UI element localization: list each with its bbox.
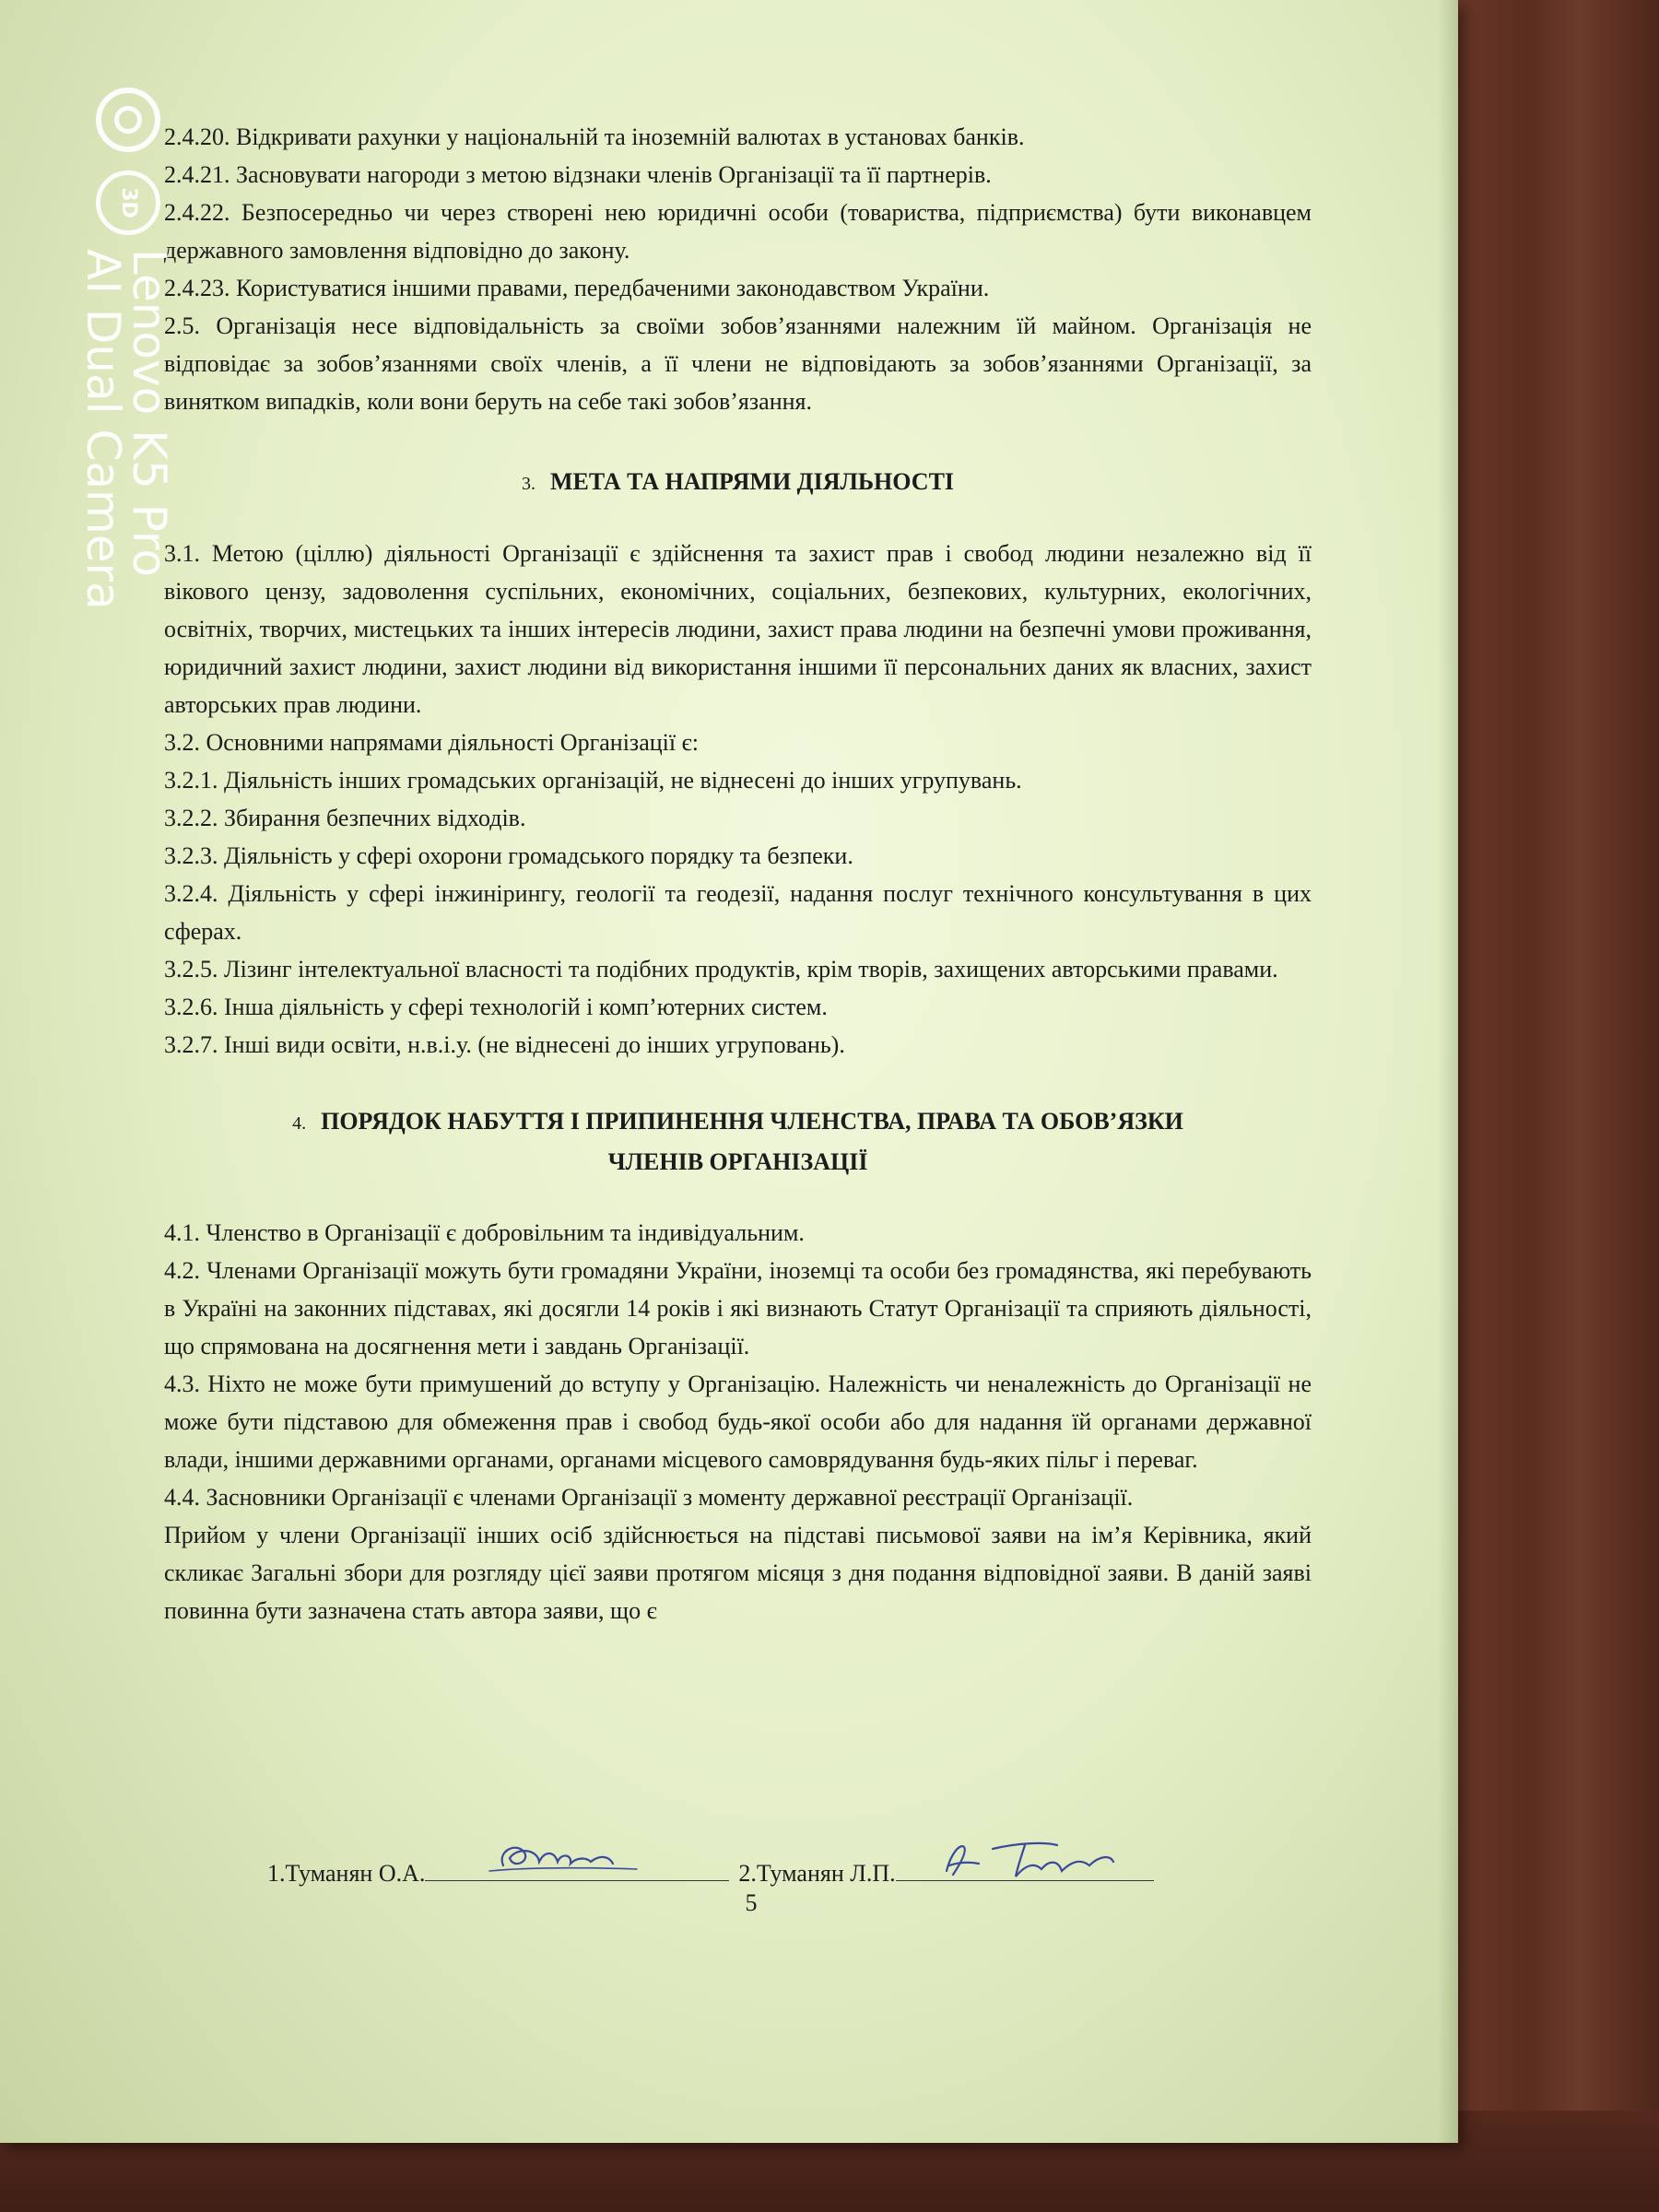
clause-3-2-2: 3.2.2. Збирання безпечних відходів. xyxy=(164,805,526,831)
clause-4-1: 4.1. Членство в Організації є добровільним та індивідуальним. xyxy=(164,1219,805,1246)
clause-4-3: 4.3. Ніхто не може бути примушений до вступу у Організацію. Належність чи неналежність до Організації не може бути підставою для обмеження прав і свобод будь-якої особи або для надання їй органами державної влади, іншими державними органами, органами місцевого самоврядування будь-яких пільг і переваг. xyxy=(164,1371,1312,1473)
watermark-3d-badge: 3D xyxy=(96,171,160,235)
clause-3-2-6: 3.2.6. Інша діяльність у сфері технологій і комп’ютерних систем. xyxy=(164,994,828,1020)
section-4-title-line1: ПОРЯДОК НАБУТТЯ І ПРИПИНЕННЯ ЧЛЕНСТВА, ПРАВА ТА ОБОВ’ЯЗКИ xyxy=(321,1108,1183,1135)
clause-4-4: 4.4. Засновники Організації є членами Організації з моменту державної реєстрації Організації. xyxy=(164,1484,1134,1511)
clause-3-2: 3.2. Основними напрямами діяльності Організації є: xyxy=(164,729,699,756)
signature-1-scribble xyxy=(425,1834,729,1880)
clause-3-2-1: 3.2.1. Діяльність інших громадських організацій, не віднесені до інших угрупувань. xyxy=(164,767,1022,794)
signatory-1-line xyxy=(425,1853,729,1881)
clause-2-4-20: 2.4.20. Відкривати рахунки у національній та іноземній валютах в установах банків. xyxy=(164,124,1025,150)
watermark-line-1: Lenovo K5 Pro xyxy=(123,249,176,577)
page-number: 5 xyxy=(745,1889,758,1916)
section-4-number: 4. xyxy=(292,1113,307,1134)
signature-2-scribble xyxy=(896,1834,1172,1889)
clause-3-2-4: 3.2.4. Діяльність у сфері інжинірингу, геології та геодезії, надання послуг технічного консультування в цих сферах. xyxy=(164,880,1312,945)
page-content xyxy=(164,118,1312,1630)
clause-3-2-5: 3.2.5. Лізинг інтелектуальної власності та подібних продуктів, крім творів, захищених авторськими правами. xyxy=(164,956,1278,982)
section-3-heading xyxy=(164,463,1312,503)
signatory-2-line xyxy=(896,1853,1154,1881)
clause-4-2: 4.2. Членами Організації можуть бути громадяни України, іноземці та особи без громадянства, які перебувають в Україні на законних підставах, які досягли 14 років і які визнають Статут Організації та сприяють діяльності, що спрямована на досягнення мети і завдань Організації. xyxy=(164,1257,1312,1359)
watermark-line-2: AI Dual Camera xyxy=(76,249,130,610)
clause-2-5: 2.5. Організація несе відповідальність за своїми зобов’язаннями належним їй майном. Організація не відповідає за зобов’язаннями своїх членів, а її члени не відповідають за зобов’язаннями Організації, за винятком випадків, коли вони беруть на себе такі зобов’язання. xyxy=(164,312,1312,415)
clause-3-1: 3.1. Метою (ціллю) діяльності Організації є здійснення та захист прав і свобод людини незалежно від її вікового цензу, задоволення суспільних, економічних, соціальних, безпекових, культурних, екологічних, освітніх, творчих, мистецьких та інших інтересів людини, захист права людини на безпечні умови проживання, юридичний захист людини, захист людини від використання іншими її персональних даних як власних, захист авторських прав людини. xyxy=(164,540,1312,718)
signatory-1-name: 1.Туманян О.А. xyxy=(267,1860,426,1887)
clause-2-4-21: 2.4.21. Засновувати нагороди з метою відзнаки членів Організації та її партнерів. xyxy=(164,161,992,188)
page-edge-shadow xyxy=(1438,0,1458,2143)
section-3-title: МЕТА ТА НАПРЯМИ ДІЯЛЬНОСТІ xyxy=(549,468,955,495)
clause-3-2-7: 3.2.7. Інші види освіти, н.в.і.у. (не віднесені до інших угруповань). xyxy=(164,1031,845,1058)
signatory-2-name: 2.Туманян Л.П. xyxy=(738,1860,896,1887)
clause-3-2-3: 3.2.3. Діяльність у сфері охорони громадського порядку та безпеки. xyxy=(164,842,853,869)
signature-row xyxy=(267,1853,1281,1892)
section-4-title-line2: ЧЛЕНІВ ОРГАНІЗАЦІЇ xyxy=(607,1148,868,1175)
clause-2-4-23: 2.4.23. Користуватися іншими правами, передбаченими законодавством України. xyxy=(164,275,990,301)
clause-2-4-22: 2.4.22. Безпосередньо чи через створені нею юридичні особи (товариства, підприємства) бути виконавцем державного замовлення відповідно до закону. xyxy=(164,199,1312,264)
clause-4-4-admission: Прийом у члени Організації інших осіб здійснюється на підставі письмової заяви на ім’я Керівника, який скликає Загальні збори для розгляду цієї заяви протягом місяця з дня подання відповідної заяви. В даній заяві повинна бути зазначена стать автора заяви, що є xyxy=(164,1522,1312,1624)
wooden-table-right xyxy=(1456,0,1659,2212)
section-3-number: 3. xyxy=(521,474,535,494)
section-4-heading xyxy=(164,1102,1312,1143)
